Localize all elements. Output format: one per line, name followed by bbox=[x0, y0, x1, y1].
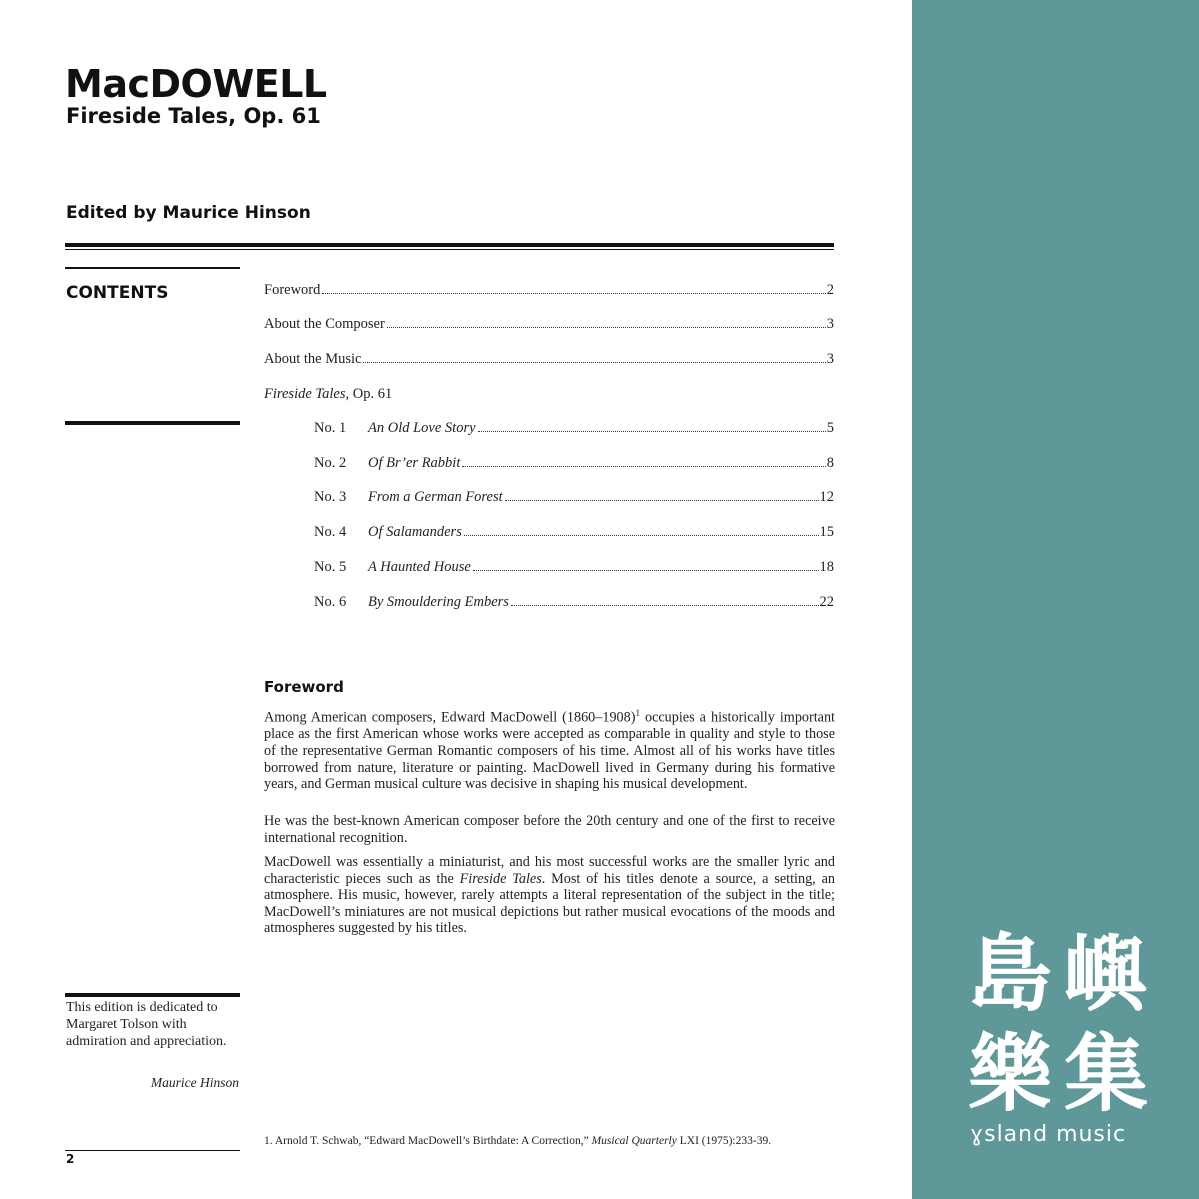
brand-panel bbox=[912, 0, 1199, 1199]
dot-leader bbox=[464, 535, 819, 536]
piece-number: No. 6 bbox=[314, 594, 347, 610]
toc-piece-1[interactable] bbox=[314, 420, 834, 440]
toc-page: 3 bbox=[826, 351, 834, 367]
dedication-signature: Maurice Hinson bbox=[150, 1075, 239, 1090]
page-number-rule bbox=[65, 1150, 240, 1151]
footnote-journal: Musical Quarterly bbox=[591, 1135, 677, 1147]
toc-title: About the Music bbox=[264, 351, 362, 367]
piece-number: No. 1 bbox=[314, 420, 347, 436]
dot-leader bbox=[511, 605, 819, 606]
piece-page: 22 bbox=[819, 594, 834, 610]
toc-entry-music[interactable] bbox=[264, 351, 834, 371]
piece-title: By Smouldering Embers bbox=[368, 594, 509, 610]
piece-page: 8 bbox=[826, 455, 834, 471]
dot-leader bbox=[387, 327, 826, 328]
brand-char-music: 樂 bbox=[968, 1025, 1053, 1123]
brand-logo-bottom bbox=[968, 1025, 1148, 1123]
piece-title: An Old Love Story bbox=[368, 420, 476, 436]
foreword-p1-end: occupies a historically important place as the first American whose works were accepted as comparable in quality and style to those of the representative German Romantic composers of his time. Almost all of his works have titles borrowed from nature, literature or painting. MacDowell lived in Germany during his formative years, and German musical culture was decisive in shaping his musical development. bbox=[264, 709, 835, 793]
dot-leader bbox=[363, 362, 825, 363]
foreword-paragraph-1 bbox=[264, 705, 835, 793]
toc-entry-foreword[interactable] bbox=[264, 282, 834, 302]
piece-title: A Haunted House bbox=[368, 559, 471, 575]
dedication-text: This edition is dedicated to Margaret Tolson with admiration and appreciation. bbox=[66, 1000, 227, 1049]
toc-work-heading bbox=[264, 386, 834, 406]
footnote-text: 1. Arnold T. Schwab, “Edward MacDowell’s Birthdate: A Correction,” bbox=[264, 1135, 592, 1147]
work-subtitle: Fireside Tales, Op. 61 bbox=[66, 104, 321, 128]
contents-bottom-rule bbox=[65, 421, 240, 425]
dot-leader bbox=[473, 570, 819, 571]
foreword-p3-end: . Most of his titles denote a source, a setting, an atmosphere. His music, however, rarely attempts a literal representation of the subject in the title; MacDowell’s miniatures are not musical depictions but rather musical evocations of the moods and atmospheres suggested by his titles. bbox=[264, 870, 835, 937]
composer-title: MacDOWELL bbox=[65, 62, 327, 106]
footnote-citation: LXI (1975):233-39. bbox=[676, 1135, 772, 1147]
piece-title: Of Salamanders bbox=[368, 524, 462, 540]
toc-piece-4[interactable] bbox=[314, 524, 834, 544]
brand-logo-top bbox=[968, 925, 1148, 1023]
brand-caption: ɣsland music bbox=[970, 1122, 1127, 1147]
dot-leader bbox=[322, 293, 825, 294]
foreword-heading: Foreword bbox=[264, 678, 344, 696]
brand-char-isle: 嶼 bbox=[1063, 925, 1148, 1023]
dedication-rule bbox=[65, 993, 240, 997]
footnote-ref[interactable]: 1 bbox=[635, 708, 640, 718]
piece-number: No. 3 bbox=[314, 489, 347, 505]
toc-title: About the Composer bbox=[264, 316, 385, 332]
toc-entry-composer[interactable] bbox=[264, 316, 834, 336]
toc-piece-2[interactable] bbox=[314, 455, 834, 475]
work-opus: , Op. 61 bbox=[345, 386, 393, 402]
header-rule-thick bbox=[65, 243, 834, 247]
foreword-paragraph-2: He was the best-known American composer before the 20th century and one of the first to receive international recognition. bbox=[264, 813, 835, 846]
toc-title: Foreword bbox=[264, 282, 321, 298]
piece-number: No. 2 bbox=[314, 455, 347, 471]
dot-leader bbox=[478, 431, 826, 432]
piece-number: No. 5 bbox=[314, 559, 347, 575]
foreword-paragraph-3 bbox=[264, 854, 835, 937]
foreword-p1-start: Among American composers, Edward MacDowell (1860–1908) bbox=[264, 709, 636, 726]
dot-leader bbox=[505, 500, 819, 501]
piece-title: From a German Forest bbox=[368, 489, 503, 505]
editor-credit: Edited by Maurice Hinson bbox=[66, 203, 311, 223]
contents-label: CONTENTS bbox=[66, 283, 169, 303]
toc-page: 2 bbox=[826, 282, 834, 298]
toc-piece-3[interactable] bbox=[314, 489, 834, 509]
toc-piece-5[interactable] bbox=[314, 559, 834, 579]
piece-number: No. 4 bbox=[314, 524, 347, 540]
work-title: Fireside Tales bbox=[264, 386, 346, 402]
toc-page: 3 bbox=[826, 316, 834, 332]
piece-page: 18 bbox=[819, 559, 834, 575]
piece-page: 15 bbox=[819, 524, 834, 540]
dot-leader bbox=[462, 466, 825, 467]
footnote bbox=[264, 1135, 771, 1147]
piece-page: 12 bbox=[819, 489, 834, 505]
piece-title: Of Br’er Rabbit bbox=[368, 455, 461, 471]
page-number: 2 bbox=[66, 1152, 75, 1166]
header-rule-thin bbox=[65, 249, 834, 250]
contents-top-rule bbox=[65, 267, 240, 269]
toc-piece-6[interactable] bbox=[314, 594, 834, 614]
piece-page: 5 bbox=[826, 420, 834, 436]
foreword-p3-title: Fireside Tales bbox=[459, 870, 542, 887]
brand-char-collection: 集 bbox=[1063, 1025, 1148, 1123]
foreword-p3-start: MacDowell was essentially a miniaturist, and his most successful works are the smaller lyric and characteristic pieces such as the bbox=[264, 854, 835, 887]
brand-char-island: 島 bbox=[968, 925, 1053, 1023]
